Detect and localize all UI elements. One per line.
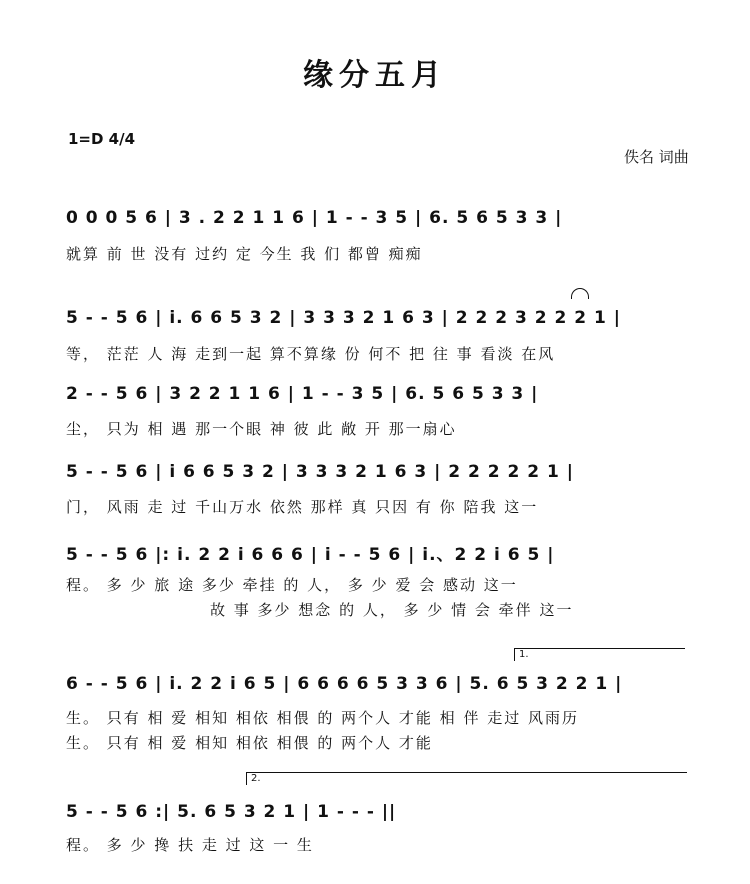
notation-line-2: 5 - - 5 6 | i. 6 6 5 3 2 | 3 3 3 2 1 6 3 | 2 2 2 3 2 2 2 1 | — [66, 308, 621, 328]
volta-2-label: 2. — [251, 773, 261, 784]
notation-line-5: 5 - - 5 6 |: i. 2 2 i 6 6 6 | i - - 5 6 | i.、2 2 i 6 5 | — [66, 545, 555, 565]
lyric-line-5a: 程。 多 少 旅 途 多少 牵挂 的 人， 多 少 爱 会 感动 这一 — [66, 576, 518, 594]
notation-line-3: 2 - - 5 6 | 3 2 2 1 1 6 | 1 - - 3 5 | 6. 5 6 5 3 3 | — [66, 384, 539, 404]
volta-1-label: 1. — [519, 649, 529, 660]
volta-bracket-2 — [246, 772, 687, 785]
lyric-line-5b: 故 事 多少 想念 的 人， 多 少 情 会 牵伴 这一 — [210, 601, 574, 619]
lyric-line-4: 门， 风雨 走 过 千山万水 依然 那样 真 只因 有 你 陪我 这一 — [66, 498, 539, 516]
notation-line-1: 0 0 0 5 6 | 3 . 2 2 1 1 6 | 1 - - 3 5 | 6. 5 6 5 3 3 | — [66, 208, 563, 228]
lyric-line-6a: 生。 只有 相 爱 相知 相依 相偎 的 两个人 才能 相 伴 走过 风雨历 — [66, 709, 579, 727]
lyric-line-7: 程。 多 少 搀 扶 走 过 这 一 生 — [66, 836, 314, 854]
lyric-line-1: 就算 前 世 没有 过约 定 今生 我 们 都曾 痴痴 — [66, 245, 423, 263]
notation-line-6: 6 - - 5 6 | i. 2 2 i 6 5 | 6 6 6 6 5 3 3 6 | 5. 6 5 3 2 2 1 | — [66, 674, 623, 694]
lyric-line-2: 等， 茫茫 人 海 走到一起 算不算缘 份 何不 把 往 事 看淡 在风 — [66, 345, 556, 363]
tie-mark — [571, 288, 589, 299]
credit: 佚名 词曲 — [624, 148, 689, 166]
notation-line-4: 5 - - 5 6 | i 6 6 5 3 2 | 3 3 3 2 1 6 3 | 2 2 2 2 2 1 | — [66, 462, 574, 482]
lyric-line-3: 尘， 只为 相 遇 那一个眼 神 彼 此 敞 开 那一扇心 — [66, 420, 457, 438]
page-title: 缘分五月 — [303, 58, 447, 93]
lyric-line-6b: 生。 只有 相 爱 相知 相依 相偎 的 两个人 才能 — [66, 734, 433, 752]
key-signature: 1=D 4/4 — [68, 130, 136, 148]
volta-bracket-1 — [514, 648, 685, 661]
notation-line-7: 5 - - 5 6 :| 5. 6 5 3 2 1 | 1 - - - || — [66, 802, 397, 822]
